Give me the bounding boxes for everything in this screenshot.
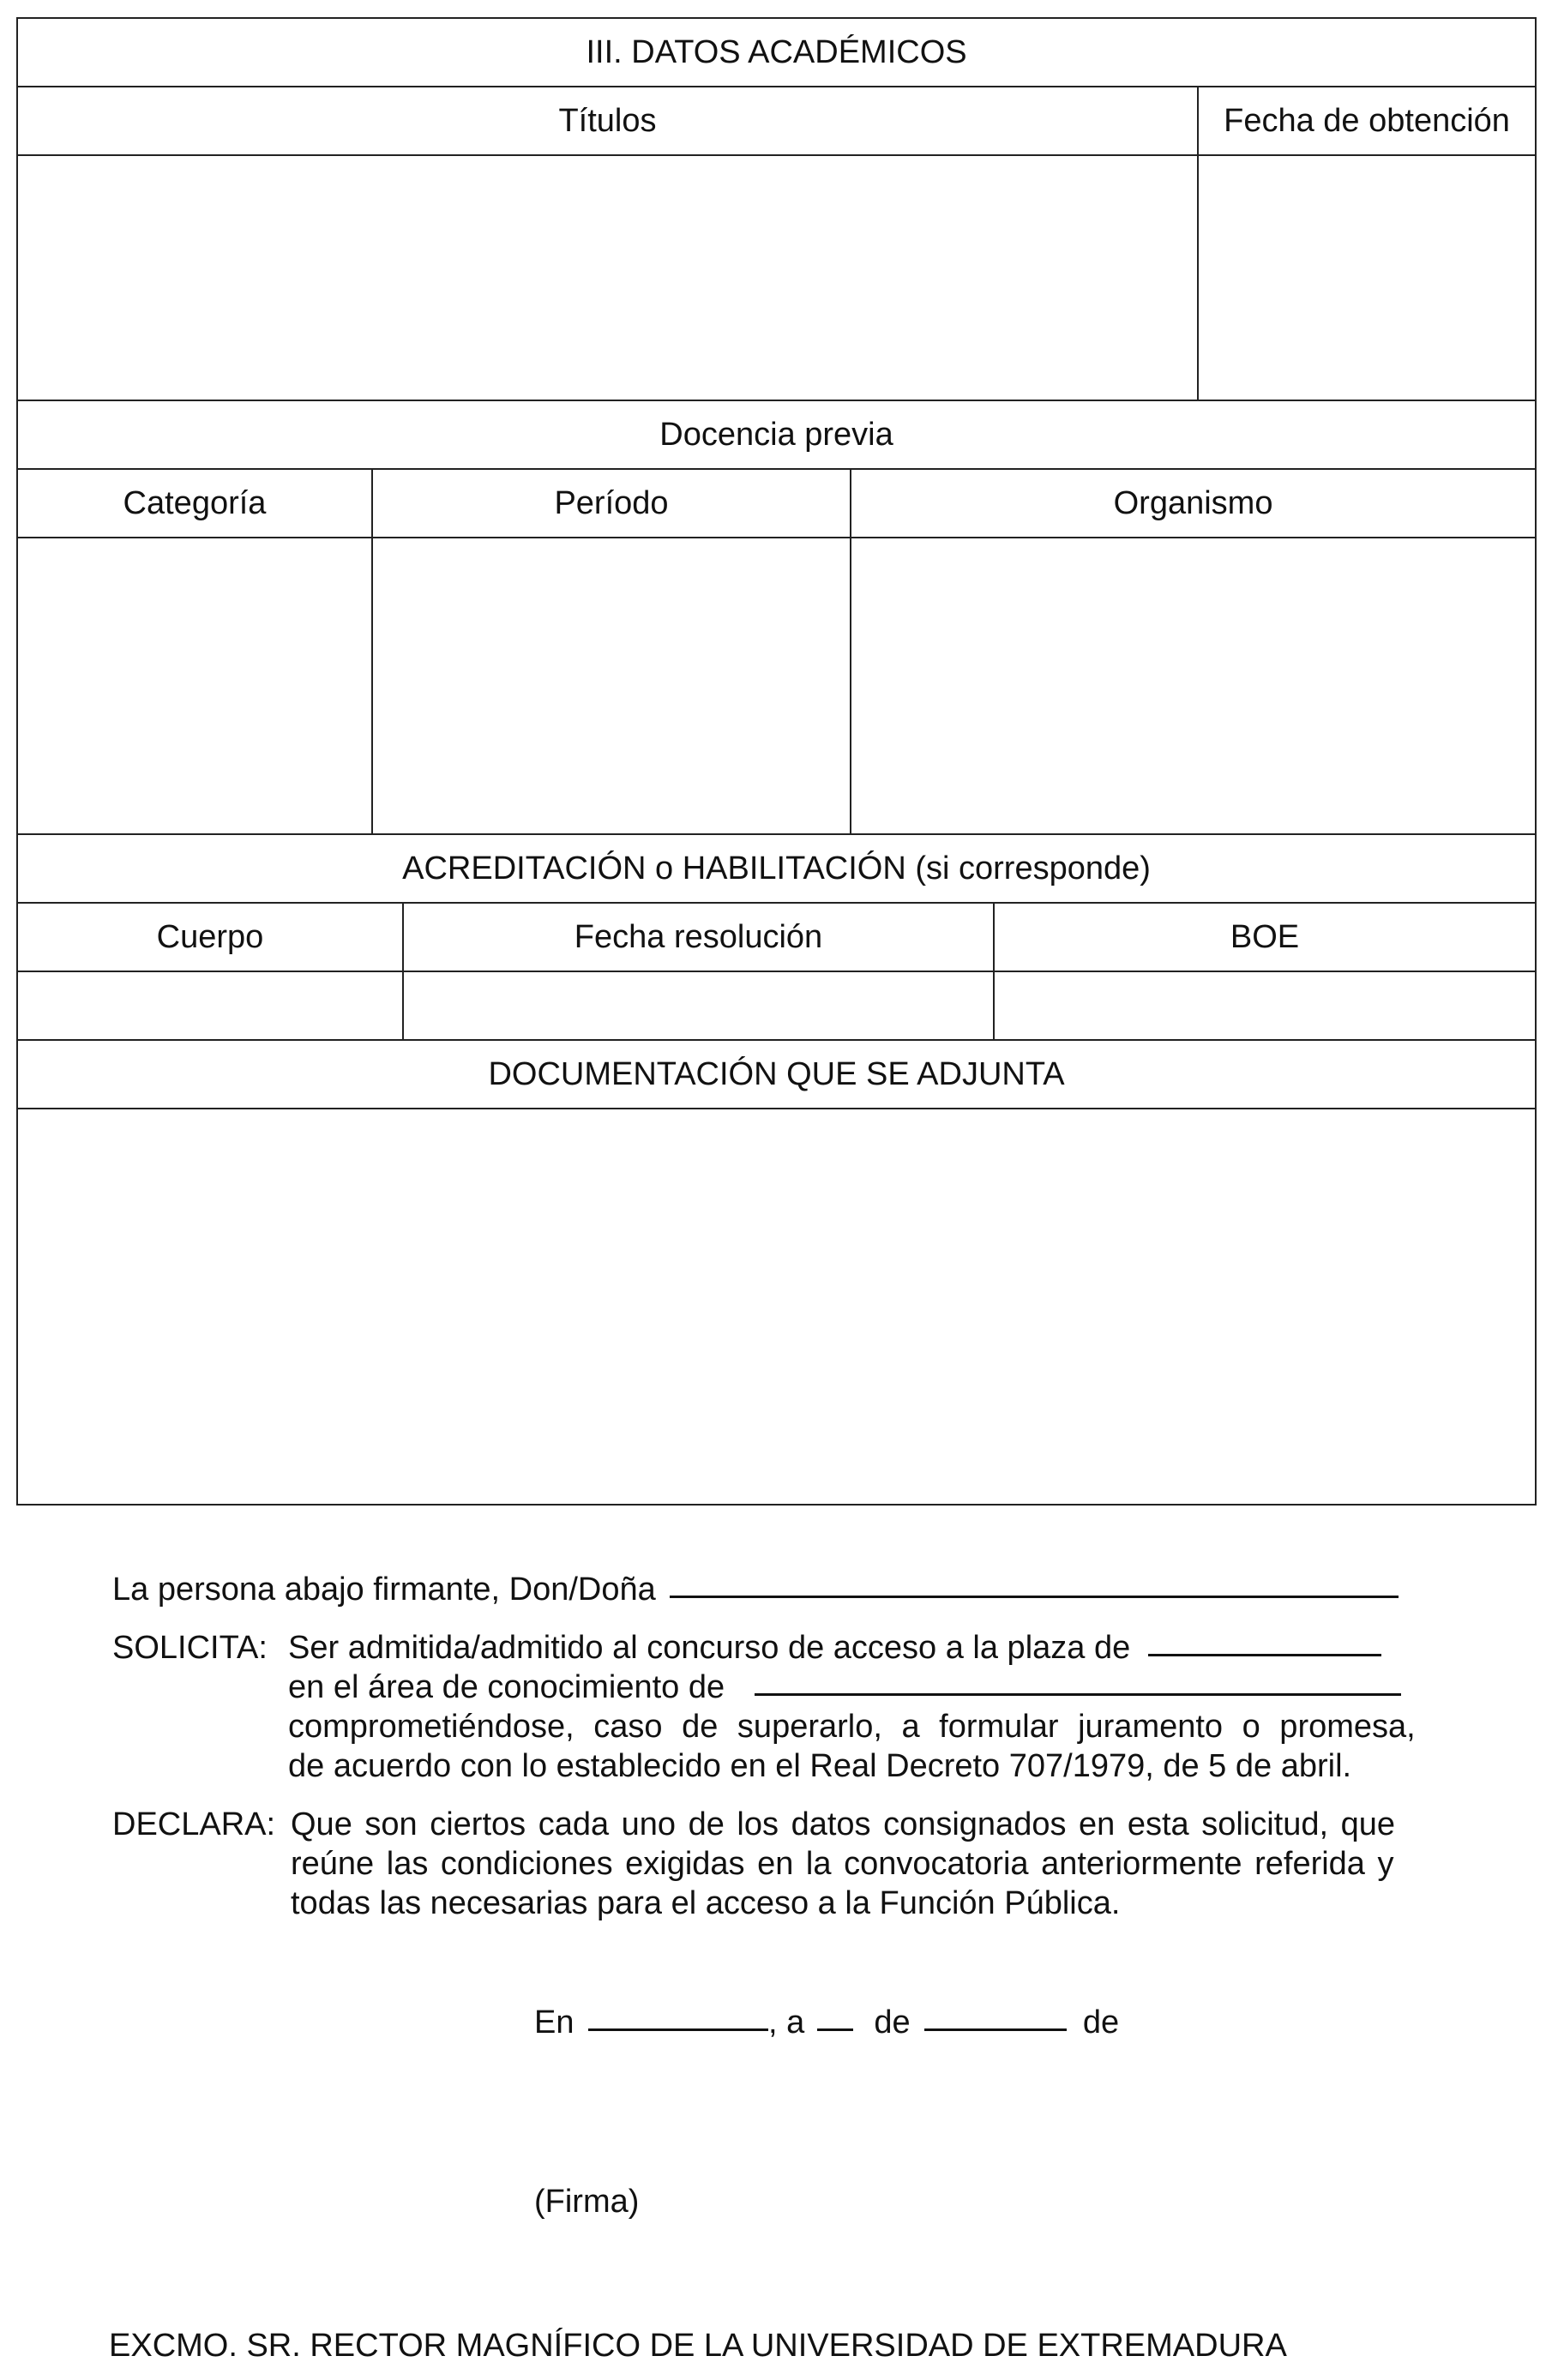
documentacion-field[interactable] [17, 1109, 1536, 1505]
categoria-field[interactable] [17, 538, 372, 834]
categoria-header: Categoría [17, 469, 372, 538]
solicita-line-2 [288, 1668, 1441, 1707]
declara-block [291, 1805, 1441, 1923]
organismo-field[interactable] [851, 538, 1536, 834]
boe-field[interactable] [994, 971, 1536, 1040]
declara-line-1: Que son ciertos cada uno de los datos consignados en esta solicitud, que [291, 1806, 1396, 1842]
fecha-obtencion-header: Fecha de obtención [1198, 87, 1536, 155]
addressee: EXCMO. SR. RECTOR MAGNÍFICO DE LA UNIVERSIDAD DE EXTREMADURA [109, 2328, 1287, 2364]
dia-blank[interactable] [817, 2003, 853, 2031]
solicita-line-1 [288, 1628, 1441, 1668]
de-label-2: de [1082, 2004, 1120, 2040]
fecha-resolucion-field[interactable] [403, 971, 994, 1040]
solicita-line-4: de acuerdo con lo establecido en el Real Decreto 707/1979, de 5 de abril. [288, 1748, 1352, 1784]
fecha-obtencion-field[interactable] [1198, 155, 1536, 400]
place-date-line [534, 2003, 1119, 2042]
solicita-block [288, 1628, 1441, 1786]
cuerpo-header: Cuerpo [17, 903, 403, 971]
plaza-blank[interactable] [1148, 1628, 1381, 1656]
titulos-header: Títulos [17, 87, 1198, 155]
titulos-field[interactable] [17, 155, 1198, 400]
declara-label: DECLARA: [112, 1806, 276, 1842]
intro-line [112, 1570, 1441, 1609]
documentacion-title: DOCUMENTACIÓN QUE SE ADJUNTA [17, 1040, 1536, 1109]
section-title: III. DATOS ACADÉMICOS [17, 18, 1536, 87]
periodo-header: Período [372, 469, 851, 538]
periodo-field[interactable] [372, 538, 851, 834]
mes-blank[interactable] [924, 2003, 1067, 2031]
declara-line-2: reúne las condiciones exigidas en la convocatoria anteriormente referida y [291, 1846, 1394, 1882]
fecha-resolucion-header: Fecha resolución [403, 903, 994, 971]
organismo-header: Organismo [851, 469, 1536, 538]
lugar-blank[interactable] [588, 2003, 768, 2031]
a-label: , a [768, 2004, 805, 2040]
solicita-line-1-text: Ser admitida/admitido al concurso de acceso a la plaza de [288, 1630, 1131, 1666]
en-label: En [534, 2004, 574, 2040]
area-conocimiento-blank[interactable] [755, 1668, 1401, 1696]
intro-text: La persona abajo firmante, Don/Doña [112, 1572, 656, 1608]
solicita-label: SOLICITA: [112, 1630, 268, 1666]
acreditacion-title: ACREDITACIÓN o HABILITACIÓN (si corresponde) [17, 834, 1536, 903]
academic-data-table [16, 17, 1537, 1506]
cuerpo-field[interactable] [17, 971, 403, 1040]
solicita-line-2-text: en el área de conocimiento de [288, 1669, 725, 1705]
nombre-blank[interactable] [670, 1570, 1399, 1598]
docencia-previa-title: Docencia previa [17, 400, 1536, 469]
solicita-line-3: comprometiéndose, caso de superarlo, a formular juramento o promesa, [288, 1709, 1416, 1745]
firma-label: (Firma) [534, 2184, 640, 2220]
declara-line-3: todas las necesarias para el acceso a la Función Pública. [291, 1885, 1121, 1921]
de-label-1: de [874, 2004, 911, 2040]
boe-header: BOE [994, 903, 1536, 971]
